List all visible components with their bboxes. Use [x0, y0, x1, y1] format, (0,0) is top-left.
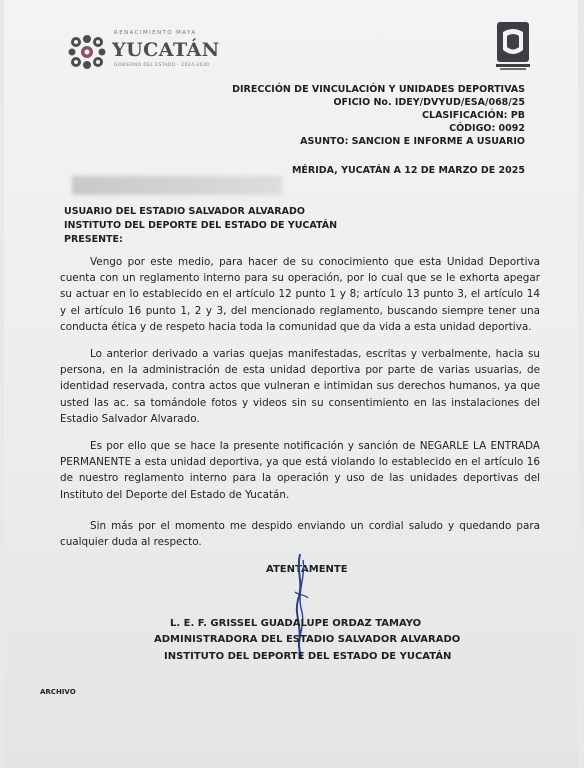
signer-institution: INSTITUTO DEL DEPORTE DEL ESTADO DE YUCATÁN [164, 651, 452, 662]
logo-tagline: RENACIMIENTO MAYA [114, 30, 197, 36]
addressee-line-1: USUARIO DEL ESTADIO SALVADOR ALVARADO [64, 206, 305, 217]
yucatan-emblem-icon [68, 34, 106, 70]
document-page [4, 0, 578, 768]
body-paragraph-1: Vengo por este medio, para hacer de su conocimiento que esta Unidad Deportiva cuenta con un reglamento interno para su operación, por lo cual que se le exhorta apegar su actuar en lo establecido en el artículo 12 punto 1 y 8; artículo 13 punto 3, el artículo 14 y el artículo 16 punto 1, 2 y 3, del mencionado reglamento, buscando siempre tener una conducta ética y de respeto hacia toda la comunidad que da vida a esta unidad deportiva. [60, 256, 540, 333]
signer-name: L. E. F. GRISSEL GUADALUPE ORDAZ TAMAYO [170, 618, 422, 629]
redacted-name [72, 176, 282, 195]
institutional-seal-icon [492, 20, 534, 72]
body-paragraph-2: Lo anterior derivado a varias quejas manifestadas, escritas y verbalmente, hacia su persona, en la administración de esta unidad deportiva por parte de varias usuarias, de identidad reservada, contra actos que vulneran e intimidan sus derechos humanos, ya que usted las ac. sa tomándole fotos y videos sin su consentimiento en las instalaciones del Estadio Salvador Alvarado. [60, 348, 540, 425]
logo-name: YUCATÁN [112, 39, 220, 61]
logo-subtitle: GOBIERNO DEL ESTADO · 2024-2030 [114, 63, 210, 68]
signer-title: ADMINISTRADORA DEL ESTADIO SALVADOR ALVARADO [154, 634, 461, 645]
classification: CLASIFICACIÓN: PB [422, 110, 525, 121]
addressee-line-3: PRESENTE: [64, 234, 123, 245]
closing-word: ATENTAMENTE [266, 564, 348, 575]
archive-note: ARCHIVO [40, 688, 76, 696]
department-header: DIRECCIÓN DE VINCULACIÓN Y UNIDADES DEPORTIVAS [232, 84, 525, 95]
body-paragraph-3: Es por ello que se hace la presente notificación y sanción de NEGARLE LA ENTRADA PERMANENTE a esta unidad deportiva, ya que está violando lo establecido en el artículo 16 de nuestro reglamento interno para la operación y uso de las unidades deportivas del Instituto del Deporte del Estado de Yucatán. [60, 440, 540, 501]
addressee-line-2: INSTITUTO DEL DEPORTE DEL ESTADO DE YUCATÁN [64, 220, 338, 231]
body-paragraph-4: Sin más por el momento me despido enviando un cordial saludo y quedando para cualquier duda al respecto. [60, 520, 540, 549]
document-code: CÓDIGO: 0092 [449, 123, 525, 134]
place-date: MÉRIDA, YUCATÁN A 12 DE MARZO DE 2025 [291, 165, 525, 176]
oficio-number: OFICIO No. IDEY/DVYUD/ESA/068/25 [333, 97, 525, 108]
subject-line: ASUNTO: SANCION E INFORME A USUARIO [300, 136, 525, 147]
yucatan-logo [68, 30, 228, 76]
